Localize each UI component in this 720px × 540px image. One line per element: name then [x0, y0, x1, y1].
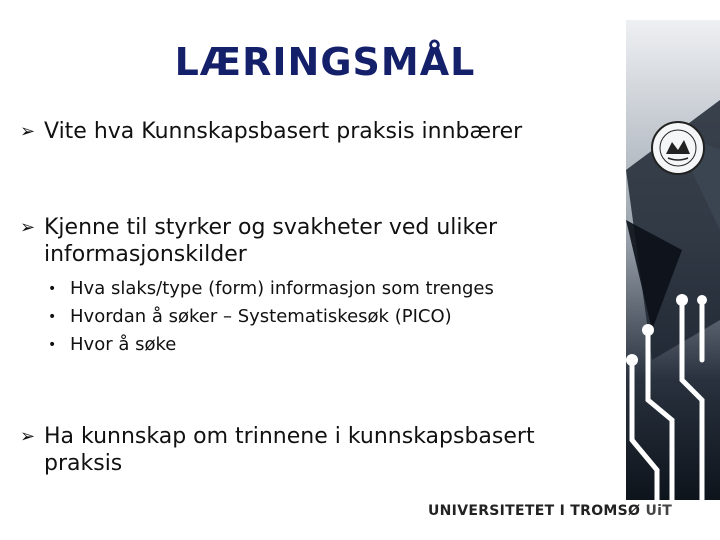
logo-text: UNIVERSITETET I TROMSØ	[428, 503, 641, 519]
logo-suffix: UiT	[645, 503, 673, 519]
circuit-decoration-graphic	[612, 0, 720, 540]
dot-bullet-icon: •	[48, 309, 57, 325]
sub-bullet-list	[48, 275, 494, 359]
sub-bullet-item	[48, 331, 494, 359]
bullet-text: Ha kunnskap om trinnene i kunnskapsbasert praksis	[44, 424, 535, 476]
dot-bullet-icon: •	[48, 281, 57, 297]
sub-bullet-text: Hva slaks/type (form) informasjon som trenges	[70, 278, 494, 299]
bullet-item	[20, 214, 580, 268]
bullet-item	[20, 118, 522, 145]
arrow-bullet-icon: ➢	[20, 217, 36, 238]
slide-title: LÆRINGSMÅL	[174, 40, 476, 84]
sub-bullet-item	[48, 275, 494, 303]
dot-bullet-icon: •	[48, 337, 57, 353]
university-wordmark-logo	[428, 503, 672, 519]
arrow-bullet-icon: ➢	[20, 426, 36, 447]
bullet-item	[20, 423, 590, 477]
bullet-text: Kjenne til styrker og svakheter ved uliker informasjonskilder	[44, 215, 498, 267]
university-seal-logo	[650, 120, 706, 176]
sub-bullet-text: Hvordan å søker – Systematiskesøk (PICO)	[70, 306, 452, 327]
sub-bullet-item	[48, 303, 494, 331]
bullet-text: Vite hva Kunnskapsbasert praksis innbærer	[44, 119, 523, 144]
sub-bullet-text: Hvor å søke	[70, 334, 177, 355]
arrow-bullet-icon: ➢	[20, 121, 36, 142]
